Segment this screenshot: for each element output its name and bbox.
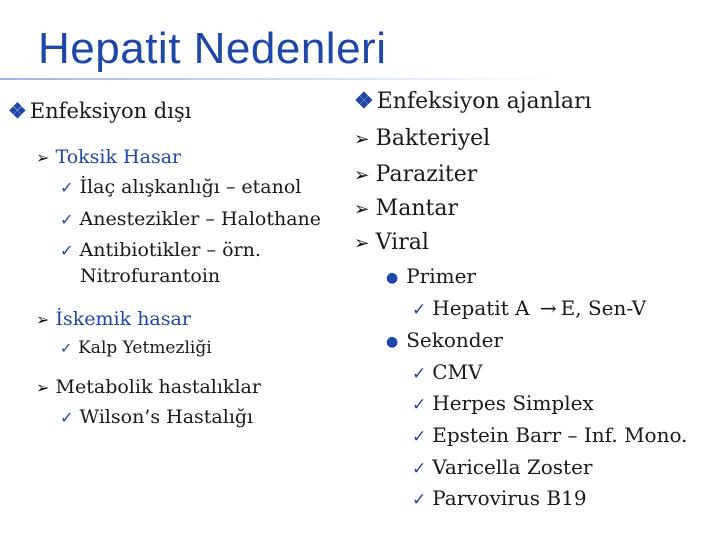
check-icon: ✓ (412, 459, 427, 479)
toxic-damage-label: Toksik Hasar (55, 146, 182, 168)
secondary-label: Sekonder (406, 328, 503, 352)
diamond-bullet-icon: ❖ (8, 98, 27, 123)
arrow-bullet-icon: ➢ (36, 310, 50, 329)
ischemic-damage-row (36, 308, 191, 330)
list-item: ➢ Mantar (354, 196, 458, 221)
list-item: ➢ Viral (354, 230, 429, 255)
check-icon: ✓ (412, 300, 427, 320)
check-icon: ✓ (60, 210, 74, 229)
list-item-continuation: Nitrofurantoin (80, 265, 221, 287)
list-item: ✓ İlaç alışkanlığı – etanol (60, 176, 302, 198)
arrow-bullet-icon: ➢ (36, 148, 50, 167)
list-item: ✓ Wilson’s Hastalığı (60, 406, 254, 428)
list-item: ✓ Varicella Zoster (412, 455, 593, 479)
diamond-bullet-icon: ❖ (354, 88, 374, 114)
check-icon: ✓ (412, 364, 427, 384)
dot-bullet-icon: ● (386, 333, 399, 350)
left-heading-row (8, 98, 191, 123)
right-heading: Enfeksiyon ajanları (376, 89, 592, 114)
arrow-bullet-icon: ➢ (354, 233, 370, 254)
check-icon: ✓ (60, 408, 74, 427)
check-icon: ✓ (60, 241, 74, 260)
list-item: ✓ Anestezikler – Halothane (60, 208, 322, 230)
title-divider (0, 78, 560, 80)
secondary-row (386, 328, 503, 352)
metabolic-label: Metabolik hastalıklar (55, 376, 261, 398)
arrow-bullet-icon: ➢ (354, 165, 370, 186)
arrow-bullet-icon: ➢ (36, 378, 50, 397)
left-heading: Enfeksiyon dışı (29, 99, 192, 123)
right-heading-row (354, 88, 592, 114)
list-item: ➢ Bakteriyel (354, 126, 491, 151)
arrow-bullet-icon: ➢ (354, 129, 370, 150)
check-icon: ✓ (60, 178, 74, 197)
check-icon: ✓ (412, 490, 427, 510)
list-item: ✓ Kalp Yetmezliği (60, 338, 212, 358)
primary-row (386, 264, 476, 288)
list-item: ➢ Paraziter (354, 162, 478, 187)
arrow-bullet-icon: ➢ (354, 199, 370, 220)
slide-title: Hepatit Nedenleri (38, 24, 387, 73)
metabolic-row (36, 376, 261, 398)
list-item: ✓ Antibiotikler – örn. (60, 239, 261, 261)
check-icon: ✓ (412, 427, 427, 447)
check-icon: ✓ (60, 341, 73, 357)
list-item: ✓ Herpes Simplex (412, 391, 594, 415)
right-arrow-icon: → (539, 296, 557, 320)
check-icon: ✓ (412, 395, 427, 415)
ischemic-damage-label: İskemik hasar (55, 308, 191, 330)
primary-label: Primer (406, 264, 476, 288)
list-item: ✓ Epstein Barr – Inf. Mono. (412, 423, 688, 447)
list-item: ✓ Parvovirus B19 (412, 486, 587, 510)
list-item: ✓ Hepatit A → E, Sen-V (412, 296, 647, 320)
dot-bullet-icon: ● (386, 269, 399, 286)
list-item: ✓ CMV (412, 360, 483, 384)
toxic-damage-row (36, 146, 181, 168)
